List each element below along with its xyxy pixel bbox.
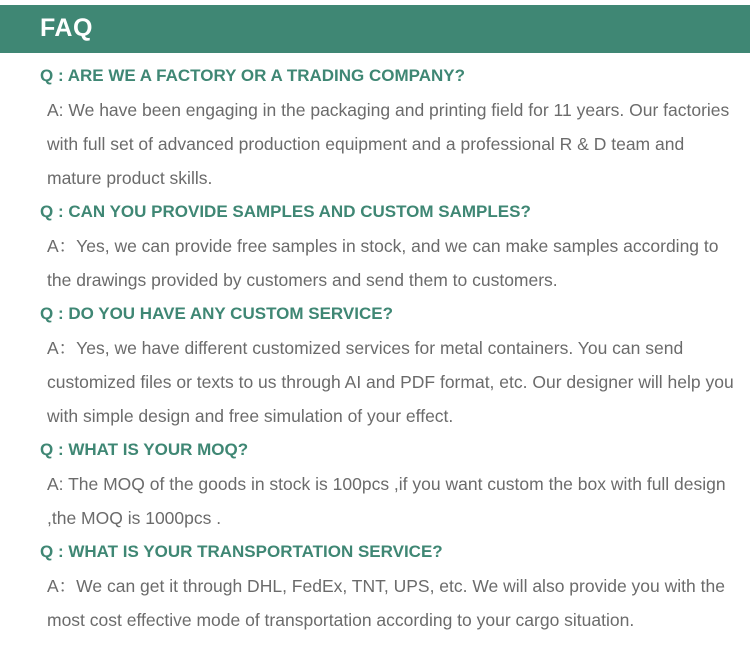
faq-question: Q : WHAT IS YOUR TRANSPORTATION SERVICE? <box>40 542 443 561</box>
faq-question: Q : ARE WE A FACTORY OR A TRADING COMPANY? <box>40 66 465 85</box>
faq-item <box>0 59 750 195</box>
faq-item <box>0 195 750 297</box>
faq-list <box>0 59 750 637</box>
faq-question: Q : WHAT IS YOUR MOQ? <box>40 440 249 459</box>
faq-header <box>0 5 750 53</box>
page-title: FAQ <box>40 14 93 42</box>
faq-answer: A: We have been engaging in the packaging and printing field for 11 years. Our factories with full set of advanced production equipment and a professional R & D team and mature product skills. <box>47 100 730 188</box>
faq-item <box>0 535 750 637</box>
faq-answer: A: The MOQ of the goods in stock is 100pcs ,if you want custom the box with full design ,the MOQ is 1000pcs . <box>47 474 726 528</box>
faq-item <box>0 297 750 433</box>
faq-question: Q : CAN YOU PROVIDE SAMPLES AND CUSTOM SAMPLES? <box>40 202 531 221</box>
faq-item <box>0 433 750 535</box>
faq-answer: A：Yes, we can provide free samples in stock, and we can make samples according to the drawings provided by customers and send them to customers. <box>47 236 719 290</box>
faq-question: Q : DO YOU HAVE ANY CUSTOM SERVICE? <box>40 304 393 323</box>
faq-answer: A：Yes, we have different customized services for metal containers. You can send customized files or texts to us through AI and PDF format, etc. Our designer will help you with simple design and free simulation of your effect. <box>47 338 734 426</box>
faq-answer: A：We can get it through DHL, FedEx, TNT, UPS, etc. We will also provide you with the most cost effective mode of transportation according to your cargo situation. <box>47 576 725 630</box>
